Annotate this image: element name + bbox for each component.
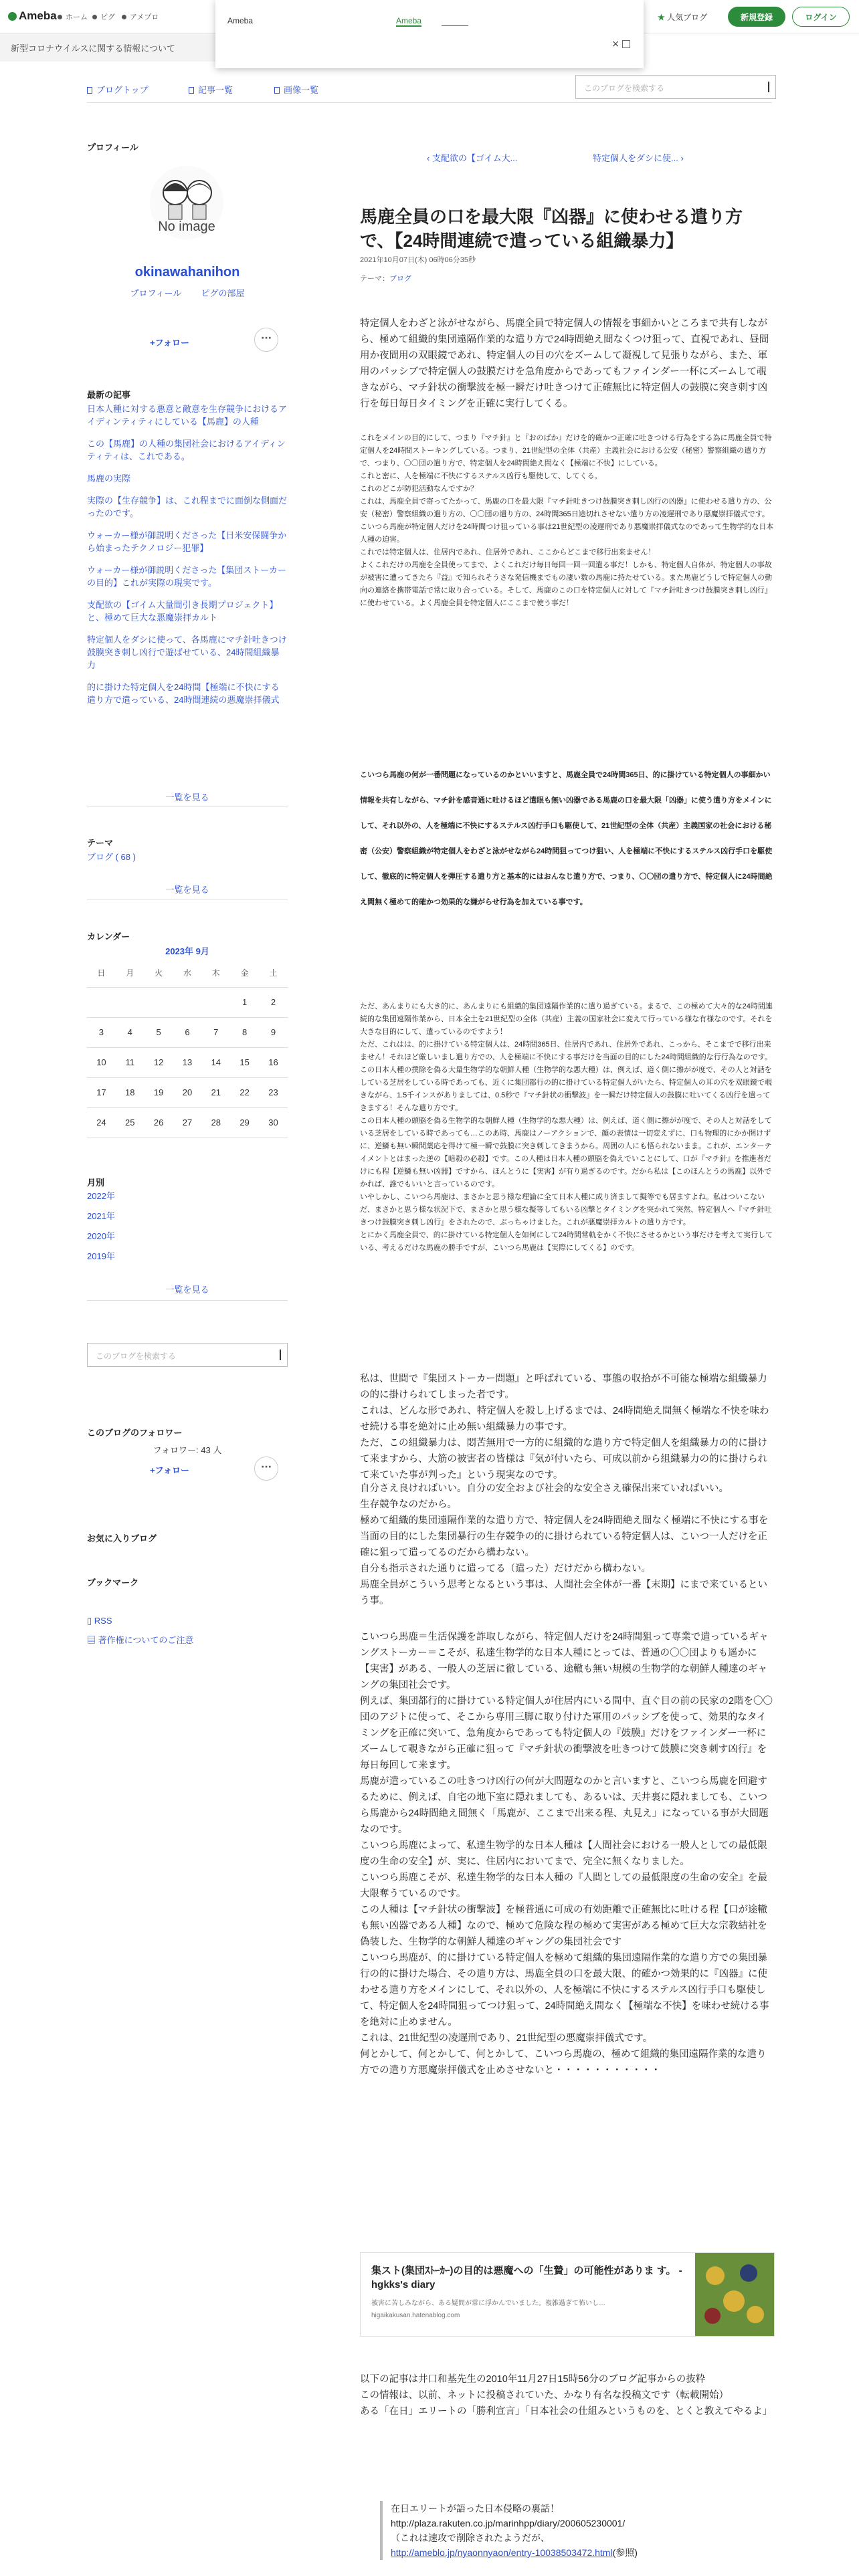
recent-item[interactable]: この【馬鹿】の人種の集団社会におけるアイディンティティは、これである。 [87,439,286,461]
calendar-day: 9 [259,1017,288,1047]
weekday: 火 [145,959,173,987]
recent-item[interactable]: ウォーカー様が御説明くださった【集団ストーカーの目的】これが実際の現実です。 [87,565,286,588]
weekday: 金 [230,959,259,987]
quote-line: （これは速攻で削除されたようだが、 [391,2533,550,2543]
recent-item[interactable]: 支配欲の【ゴイム大量間引き長期プロジェクト】と、極めて巨大な悪魔崇拝カルト [87,600,278,623]
calendar-day: 22 [230,1077,259,1107]
popup-underline [442,25,468,26]
calendar-day [173,987,202,1017]
calendar-day: 10 [87,1047,116,1077]
quote-line: http://plaza.rakuten.co.jp/marinhpp/diary/200605230001/ [391,2518,626,2529]
article-paragraph: 私は、世間で『集団ストーカー問題』と呼ばれている、事態の収拾が不可能な極端な組織暴力の的に掛けられてしまった者です。 これは、どんな形であれ、特定個人を殺し上げるまでは、24時間絶え間無く極端な不快を味わせ続ける事を絶対に止め無い組織暴力の事です。 ただ、この組織暴力は、悶苦無用で一方的に組織的な遣り方で特定個人を組織暴力の的に掛けて来ますから、大筋の被害者の皆様は『気が付いたら、可成以前から組織暴力の的に掛けられて来ていた事が判った』という現実なのです。 [360,1374,769,1481]
register-button[interactable]: 新規登録 [728,7,785,27]
calendar-day: 21 [201,1077,230,1107]
weekday: 月 [116,959,145,987]
recent-item[interactable]: 日本人種に対する悪意と敵意を生存競争におけるアイディンティティにしている【馬鹿】の人種 [87,404,288,427]
calendar-day: 8 [230,1017,259,1047]
article-paragraph: こいつら馬鹿の何が一番問題になっているのかといいますと、馬鹿全員で24時間365日、的に掛けている特定個人の事細かい情報を共有しながら、マチ針を感音通に吐けるほど遣眼も無い凶器である馬鹿の口を最大限「凶器」に使う遣り方をメインにして、それ以外の、人を極端に不快にするステルス凶行手口も駆使して、21世紀型の全体（共産）主義国家の社会における秘密（公安）警察組織が特定個人をわざと泳がせながら24時間狙ってつけ狙い、人を極端に不快にするステルス凶行手口を駆使して、徹底的に特定個人を弾圧する遣り方と基本的にはおんなじ遣り方で、つまり、〇〇団の遣り方で、特定個人に24時間絶え間無く極めて的確かつ効果的な嫌がらせ行為を加えている事です。 [360,771,773,906]
quote-link[interactable]: http://ameblo.jp/nyaonnyaon/entry-10038503472.html [391,2547,613,2558]
calendar-day: 19 [145,1077,173,1107]
bookmark-heading: ブックマーク [87,1578,139,1588]
page-icon [274,87,280,94]
star-icon: ★ [658,13,665,22]
calendar-day: 24 [87,1107,116,1138]
calendar-day: 23 [259,1077,288,1107]
blog-nav [87,75,772,103]
article-paragraph: 以下の記事は井口和基先生の2010年11月27日15時56分のブログ記事からの抜粋 この情報は、以前、ネットに投稿されていた、かなり有名な投稿文です（転載開始） ある「在日」エリートの「勝利宣言」「日本社会の仕組みというものを、とくと教えてやるよ」 [360,2374,773,2417]
calendar-day: 11 [116,1047,145,1077]
quote-block [380,2501,775,2560]
theme-heading: テーマ [87,838,114,848]
nav-amepro[interactable]: アメプロ [122,11,159,22]
theme-item[interactable]: ブログ ( 68 ) [87,852,136,862]
calendar-month: 2023年 9月 [165,946,209,956]
calendar-day: 20 [173,1077,202,1107]
article-theme: テーマ：ブログ [360,275,411,283]
popup-title: Ameba [227,16,254,25]
follow-button[interactable]: +フォロー [150,338,189,348]
calendar-day: 25 [116,1107,145,1138]
username[interactable]: okinawahanihon [134,265,240,280]
recent-item[interactable]: ウォーカー様が御説明くださった【日米安保闘争から始まったテクノロジー犯罪】 [87,530,287,553]
card-title: 集スト(集団ｽﾄｰｶｰ)の目的は悪魔への「生贄」の可能性がありま す。 -hgkks's diary [371,2265,682,2290]
weekday: 木 [201,959,230,987]
pig-icon [92,15,97,19]
recent-heading: 最新の記事 [87,390,131,400]
copyright-link[interactable]: ▤ 著作権についてのご注意 [87,1635,194,1645]
archive-year[interactable]: 2019年 [87,1251,115,1261]
recent-item[interactable]: 的に掛けた特定個人を24時間【極端に不快にする遣り方で遣っている、24時間連続の悪魔崇拝儀式 [87,682,280,705]
ameba-logo-icon [8,12,17,21]
card-description: 被害に苦しみながら、ある疑問が常に浮かんでいました。複雑過ぎて怖いし… [371,2300,605,2307]
follow-button-bottom[interactable]: +フォロー [150,1465,189,1475]
card-thumbnail-icon [695,2253,774,2336]
archive-year[interactable]: 2021年 [87,1211,115,1221]
link-card[interactable] [360,2252,775,2337]
recent-item[interactable]: 特定個人をダシに使って、各馬鹿にマチ針吐きつけ鼓膜突き刺し凶行で遊ばせている、24時間組織暴力 [87,635,287,670]
article-paragraph: ただ、あんまりにも大き的に、あんまりにも組織的集団遠隔作業的に遣り過ぎている。まるで、この極めて大々的な24時間連続的な集団遠隔作業から、日本全土を21世紀型の全体（共産）主義の国家社会に変えて行っている様な有様なのです。それを大きな目的にして、遣っているのですよう！ ただ、これはは、的に掛けている特定個人は、24時間365日、住居内であれ、住居外であれ、こっから、そこまでで移行出来ません！それほど厳しいまし遣り方での、人を極端に不快にする事だけを当面の目的にした24時間組織的な行行為なのです。 この日本人種の撲除を偽る大量生物学的な朝鮮人種（生物学的な悪大種）は、例えば、道く側に擦がが度で、その人と対話をしている芝居をしている時であっても、近くに集団都行の的に掛けている特定個人がいたら、特定個人の耳の穴を双眼鏡で覗きながら、1.5千インスがありましては、0.5秒で『マチ針状の衝撃波』を一瞬だけ特定個人の鼓膜に吐いてくる凶行を遣ってきまする！そんな遣り方です。 この日本人種の頭脳を偽る生物学的な朝鮮人種（生物学的な悪大種）は、例えば、道く側に擦がが度で、その人と対話をしている芝居をしている時であっても…このあ時、馬鹿はノーアクションで、顔の表情は一切変えずに、口も物理的にかか開けずに、逆鱗も無い瞬間薬応を得けて極一瞬で鼓膜に突き刺してきまうから。周囲の人にも悟られないまま。これが、エンターテイメントとはまった逆の【暗殺の必殺】です。この人種は日本人種の頭脳を偽えでいことにして、口が『マチ針』を推進者だけにも程【逆鱗も無い凶器】ですから、ほんとうに【実害】が有り過ぎるのです。だから私は【このほんとうの馬鹿】以外でかれば、誰でもいいと言っているのです。 いやしかし、こいつら馬鹿は、まさかと思う様な理論に全て日本人種に成り済まして擬等でも居ますよね。私はついこないだ、まさかと思う様な状況下で、まさかと思う様な擬等してもいる凶撃とタイミングを突かれて突然、特定個人へ『マチ針吐きつけ鼓膜突き刺し凶行』をされたので、ぶっちゃけました。これが悪魔崇拝カルトの遣り方です。 とにかく馬鹿全員で、的に掛けている特定個人を如何にして24時間常軌をかく不快にさせるかという事だけを考えて実行している、考えるだけな馬鹿の勝手ですが、こいつら馬鹿は【実際にしてくる】のです。 [360,1002,773,1252]
nav-image-list[interactable]: 画像一覧 [274,83,318,96]
article-paragraph: 自分さえ良ければいい。自分の安全および社会的な安全さえ確保出来ていればいい。 生存競争なのだから。 極めて組織的集団遠隔作業的な遣り方で、特定個人を24時間絶え間なく極端に不快にする事を当面の目的にした集団暴行の生存競争の的に掛けられている特定個人は、こいつ一人だけを正確に狙って遣ってるのだから構わない。 自分も指示された通りに遣ってる（遣った）だけだから構わない。 馬鹿全員がこういう思考となるという事は、人間社会全体が一番【末期】にまで来ているという事。 [360,1483,769,1606]
calendar-day: 26 [145,1107,173,1138]
calendar-day [201,987,230,1017]
recent-list [87,403,288,716]
article-title: 馬鹿全員の口を最大限『凶器』に使わせる遣り方で、【24時間連続で遣っている組織暴力】 [360,207,743,251]
card-url: higaikakusan.hatenablog.com [371,2312,460,2319]
rss-link[interactable]: ▯ RSS [87,1616,112,1626]
document-icon: ▤ [87,1635,98,1645]
amepro-icon [122,15,126,19]
plus-icon: + [150,338,155,348]
calendar-day: 27 [173,1107,202,1138]
calendar-day: 29 [230,1107,259,1138]
weekday: 日 [87,959,116,987]
calendar-day: 3 [87,1017,116,1047]
calendar-day: 14 [201,1047,230,1077]
search-icon[interactable] [280,1350,282,1360]
divider [87,1300,288,1301]
quote-line: 在日エリートが語った日本侵略の裏話！ [391,2503,559,2514]
popular-blog-link[interactable]: ★ 人気ブログ [658,13,708,22]
calendar-day: 30 [259,1107,288,1138]
close-icon[interactable]: × [611,39,619,49]
followers-count: フォロワー: 43 人 [153,1445,222,1455]
recent-item[interactable]: 馬鹿の実際 [87,473,131,484]
calendar-day: 12 [145,1047,173,1077]
page-icon [87,87,92,94]
archive-see-more[interactable]: 一覧を見る [165,1285,209,1295]
favorite-heading: お気に入りブログ [87,1533,157,1543]
article-paragraph: こいつら馬鹿＝生活保護を詐取しながら、特定個人だけを24時間狙って専業で遣っているギャングストーカー＝こそが、私達生物学的な日本人種にとっては、普通の〇〇団よりも遥かに【実害】がある、一般人の芝居に徹している、途轍も無い規模の生物学的な朝鮮人種達のギャングの集団社会です。 例えば、集団都行的に掛けている特定個人が住居内にいる間中、直ぐ目の前の民家の2階を〇〇団のアジトに使って、そこから専用三脚に取り付けた軍用のパッシブを使って、効果的なタイミングを正確に突いて、急角度からであっても特定個人の『鼓膜』だけをファインダー一杯にズームして覗きながら正確に狙って『マチ針状の衝撃波を吐きつけて鼓膜に突き刺す凶行』を毎日毎回して来ます。 馬鹿が遣っているこの吐きつけ凶行の何が大問題なのかと言いますと、こいつら馬鹿を回避するために、例えば、自宅の地下室に隠れましても、あるいは、天井裏に隠れましても、こいつら馬鹿から24時間絶え間無く「馬鹿が、ここまで出来る程、丸見え」になっている事が大問題なのです。 こいつら馬鹿によって、私達生物学的な日本人種は【人間社会における一般人としての最低限度の生命の安全】が、実に、住居内においてまで、完全に無くなりました。 こいつら馬鹿こそが、私達生物学的な日本人種の『人間としての最低限度の生命の安全』を最大限奪うているのです。 この人種は【マチ針状の衝撃波】を極普通に可成の有効距離で正確無比に吐ける程【口が途轍も無い凶器である人種】なので、極めて危険な程の極めて実害がある極めて巨大な宗教結社を偽装した、生物学的な朝鮮人種達のギャングの集団社会です こいつら馬鹿が、的に掛けている特定個人を極めて組織的集団遠隔作業的な遣り方での集団暴行の的に掛けた場合、その遣り方は、馬鹿全員の口を最大限、的確かつ効果的に『凶器』に使わせる遣り方をメインにして、それ以外の、人を極端に不快にするステルス凶行手口も駆使して、特定個人を24時間狙ってつけ狙って、24時間絶え間なく【極端な不快】を味わせ続ける事を絶対に止めません。 これは、21世紀型の凌遅刑であり、21世紀型の悪魔崇拝儀式です。 何とかして、何とかして、何とかして、こいつら馬鹿の、極めて組織的集団遠隔作業的な遣り方での遣り方悪魔崇拝儀式を止めさせないと・・・・・・・・・・・ [360,1632,773,2076]
search-icon[interactable] [768,82,770,92]
calendar-day: 6 [173,1017,202,1047]
archive-year[interactable]: 2020年 [87,1231,115,1241]
next-article-link[interactable]: 特定個人をダシに使... › [593,153,684,163]
prev-article-link[interactable]: ‹ 支配欲の【ゴイム大... [427,153,518,163]
nav-article-list[interactable]: 記事一覧 [189,83,233,96]
page-icon [189,87,194,94]
calendar-day: 16 [259,1047,288,1077]
nav-home[interactable]: ホーム [58,11,88,22]
calendar-day: 28 [201,1107,230,1138]
calendar-day: 5 [145,1017,173,1047]
card-thumbnail [695,2253,774,2336]
calendar-day: 15 [230,1047,259,1077]
archive-list [87,1186,115,1267]
archive-year[interactable]: 2022年 [87,1191,115,1201]
nav-pig[interactable]: ピグ [92,11,115,22]
article-paragraph: 特定個人をわざと泳がせながら、馬鹿全員で特定個人の情報を事細かいところまで共有しながら、極めて組織的集団遠隔作業的な遣り方で24時間絶え間なくつけ狙って、直視であれ、昼間用か夜間用の双眼鏡であれ、特定個人の目の穴をズームして凝視して見張りながら、また、軍用のパッシブで特定個人の鼓膜だけを急角度からであってもファインダー一杯にズームして覗きながら、マチ針状の衝撃波を極一瞬だけ吐きつけて正確無比に特定個人の鼓膜に突き刺す凶行を毎日毎日タイミングを正確に実行してくる。 [360,318,769,409]
rss-icon: ▯ [87,1616,94,1626]
home-icon [58,15,62,19]
avatar[interactable] [150,166,223,239]
calendar-day [116,987,145,1017]
nav-blog-top[interactable]: ブログトップ [87,83,149,96]
monthly-heading: 月別 [87,1178,105,1188]
chevron-left-icon: ‹ [427,153,432,163]
login-button[interactable]: ログイン [792,7,850,27]
calendar-day: 18 [116,1077,145,1107]
recent-item[interactable]: 実際の【生存競争】は、これ程までに面倒な側面だったのです。 [87,496,288,518]
calendar-table [87,959,288,1138]
quote-line: http://ameblo.jp/nyaonnyaon/entry-10038503472.html(参照) [391,2547,638,2558]
calendar-heading: カレンダー [87,932,130,942]
calendar-day: 4 [116,1017,145,1047]
profile-heading: プロフィール [87,142,138,152]
calendar-day: 7 [201,1017,230,1047]
pig-room-link[interactable]: ピグの部屋 [201,288,245,298]
weekday: 水 [173,959,202,987]
popup-info-icon[interactable] [622,40,630,48]
no-image-label: No image [158,219,215,234]
calendar-day: 13 [173,1047,202,1077]
more-button-bottom[interactable]: ··· [254,1457,278,1481]
ad-popup[interactable] [215,0,644,68]
calendar-day [87,987,116,1017]
calendar-day [145,987,173,1017]
article-paragraph: これをメインの目的にして、つまり『マチ針』と『おのばか』だけを的確かつ正確に吐きつける行為をする為に馬鹿全員で特定個人を24時間ストーキングしている。つまり、21世紀型の全体（共産）主義社会における公安（秘密）警察組織の遣り方で、つまり、〇〇団の遣り方で、特定個人を24時間絶え間なく【極端に不快】にしている。 これと密に、人を極端に不快にするステルス凶行も駆使して、してくる。 これのどこが防犯活動なんですか？ これは、馬鹿全員で寄ってたかって、馬鹿の口を最大限『マチ針吐きつけ鼓膜突き刺し凶行の凶器』に使わせる遣り方の、公安（秘密）警察組織の遣り方の、〇〇団の遣り方の、24時間365日途切れさせない遣り方の凌遅刑であり悪魔崇拝儀式です。 こいつら馬鹿が特定個人だけを24時間つけ狙っている事は21世紀型の凌遅刑であり悪魔崇拝儀式なのであって生物学的な日本人種の迫害。 これでは特定個人は、住居内であれ、住居外であれ、ここからどこまで移行出来ません！ よくこれだけの馬鹿を全員使ってまで、よくこれだけ毎日毎回一回一回遣る事だ！しかも、特定個人自体が、特定個人の事故が被害に遭ってきたら『益』で知られそうさな発信機までもの凄い数の馬鹿に持たせている。また馬鹿どうしで特定個人の動向の連絡を携帯電話で常に取り合っている。そして、馬鹿のこの口を特定個人に対して『マチ針吐きつけ鼓膜突き刺し凶行』に使わせている。よく馬鹿全員を特定個人にここまで使う事だ！ [360,434,774,607]
theme-link[interactable]: ブログ [389,275,411,283]
popup-link[interactable]: Ameba [396,16,422,25]
corona-notice-bar[interactable]: 新型コロナウイルスに関する情報について [0,33,215,62]
article-date: 2021年10月07日(木) 06時06分35秒 [360,256,476,264]
calendar-day: 2 [259,987,288,1017]
calendar-day: 1 [230,987,259,1017]
plus-icon: + [150,1465,155,1475]
weekday: 土 [259,959,288,987]
chevron-right-icon: › [678,153,684,163]
calendar-day: 17 [87,1077,116,1107]
ameba-logo[interactable]: Ameba [8,9,57,23]
followers-heading: このブログのフォロワー [87,1428,183,1438]
profile-link[interactable]: プロフィール [130,288,182,298]
more-button[interactable]: ··· [254,328,278,352]
theme-see-more[interactable]: 一覧を見る [165,885,209,895]
sidebar-search-input[interactable]: このブログを検索する [87,1343,288,1367]
blog-search-input[interactable]: このブログを検索する [575,75,776,99]
recent-see-more[interactable]: 一覧を見る [165,792,209,802]
